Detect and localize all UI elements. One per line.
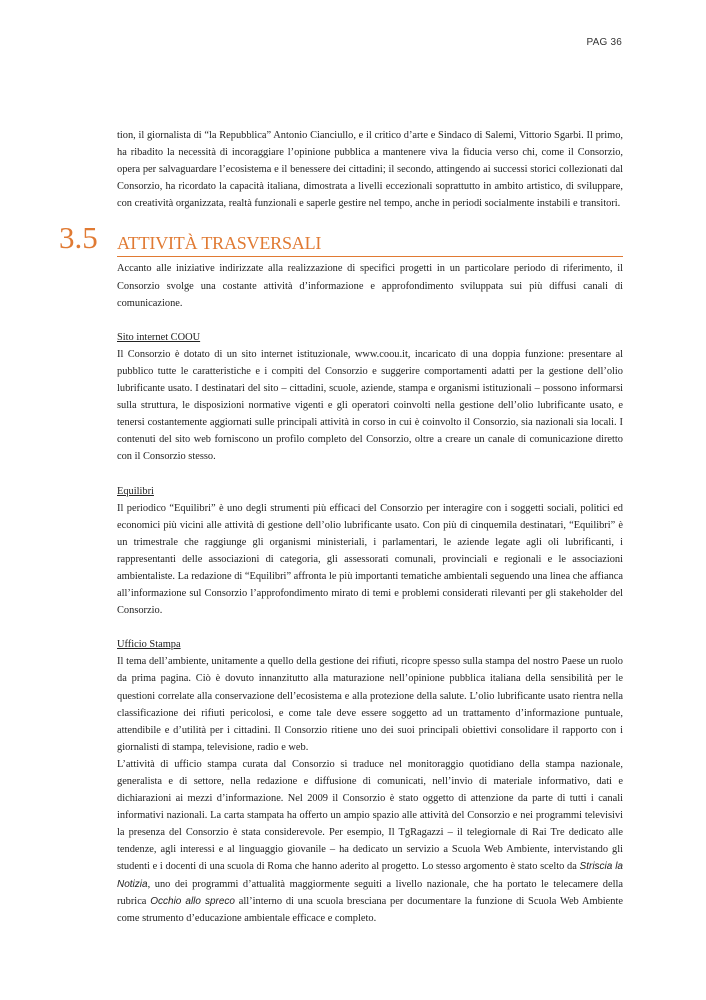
page-content bbox=[59, 127, 623, 927]
subsection-heading-sito: Sito internet COOU bbox=[117, 331, 201, 343]
section-header bbox=[59, 220, 623, 260]
intro-paragraph: tion, il giornalista di “la Repubblica” Antonio Cianciullo, e il critico d’arte e Sindaco di Salemi, Vittorio Sgarbi. Il primo, ha ribadito la necessità di incoraggiare l’opinione pubblica a mantenere viva la fiducia verso chi, come il Consorzio, opera per salvaguardare l’ecosistema e il benessere dei cittadini; il secondo, attingendo ai successi storici collezionati dal Consorzio, ha ricordato la capacità italiana, dimostrata a livelli eccezionali soprattutto in ambito artistico, di sviluppare, con creatività organizzata, realtà funzionali e saperle gestire nel tempo, anche in periodi socialmente instabili e transitori. bbox=[117, 130, 623, 210]
section-number: 3.5 bbox=[59, 220, 98, 256]
section-lead-paragraph: Accanto alle iniziative indirizzate alla realizzazione di specifici progetti in un particolare periodo di riferimento, il Consorzio svolge una costante attività d’informazione e approfondimento sviluppata sui più diffusi canali di comunicazione. bbox=[117, 263, 623, 309]
paragraph-2-part-a: L’attività di ufficio stampa curata dal Consorzio si traduce nel monitoraggio quotidiano della stampa nazionale, generalista e di settore, nella redazione e diffusione di comunicati, nell’invio di materiale informativo, dati e dichiarazioni ai mezzi d’informazione. Nel 2009 il Consorzio è stato oggetto di attenzione da parte di tutti i canali informativi nazionali. La carta stampata ha offerto un ampio spazio alle attività del Consorzio e nei programmi televisivi la presenza del Consorzio è stata considerevole. Per esempio, Il TgRagazzi – il telegiornale di Rai Tre dedicato alle tendenze, agli interessi e al linguaggio giovanile – ha dedicato un servizio a Scuola Web Ambiente, intervistando gli studenti e i docenti di una scuola di Roma che hanno aderito al progetto. Lo stesso argomento è stato scelto da bbox=[117, 758, 623, 873]
paragraph-2-part-c: all’interno di una scuola bresciana per documentare la funzione di Scuola Web Ambiente come strumento d’educazione ambientale efficace e completo. bbox=[117, 895, 623, 924]
subsection-heading-equilibri: Equilibri bbox=[117, 485, 154, 497]
ufficio-stampa-paragraph-1: Il tema dell’ambiente, unitamente a quello della gestione dei rifiuti, ricopre spesso sulla stampa del nostro Paese un ruolo da prima pagina. Ciò è dovuto innanzitutto alla maturazione nell’opinione pubblica italiana della sensibilità per le questioni correlate alla conservazione dell’ecosistema e alla protezione della salute. L’olio lubrificante usato rientra nella classificazione dei rifiuti pericolosi, e come tale deve essere soggetto ad un trattamento d’informazione puntuale, attendibile e d’utilità per i cittadini. Il Consorzio ritiene uno dei suoi principali obiettivi consolidare il rapporto con i giornalisti di stampa, televisione, radio e web. bbox=[117, 656, 623, 753]
program-title-striscia: Striscia la Notizia bbox=[117, 861, 623, 890]
subsection-body-sito: Il Consorzio è dotato di un sito internet istituzionale, www.coou.it, incaricato di una doppia funzione: presentare al pubblico tutte le caratteristiche e i compiti del Consorzio e suggerire comportamenti adatti per la gestione dell’olio lubrificante usato. I destinatari del sito – cittadini, scuole, aziende, stampa e organismi istituzionali – possono informarsi sulla struttura, le disposizioni normative vigenti e gli operatori coinvolti nella gestione dell’olio lubrificante usato, e tenersi costantemente aggiornati sulle principali attività in corso in cui è coinvolto il Consorzio, sia nazionali sia locali. I contenuti del sito web forniscono un profilo completo del Consorzio, oltre a creare un canale di comunicazione diretto con il Consorzio stesso. bbox=[117, 348, 623, 463]
page-number: PAG 36 bbox=[586, 37, 622, 48]
subsection-body-equilibri: Il periodico “Equilibri” è uno degli strumenti più efficaci del Consorzio per interagire con i soggetti sociali, politici ed economici più vicini alle attività di gestione dell’olio lubrificante usato. Con più di cinquemila destinatari, “Equilibri” è un trimestrale che raggiunge gli organismi ministeriali, i parlamentari, le aziende legate agli oli lubrificanti, i rappresentanti delle associazioni di categoria, gli assessorati comunali, provinciali e regionali e le associazioni ambientaliste. La redazione di “Equilibri” affronta le più importanti tematiche ambientali seguendo una linea che affianca all’informazione sul Consorzio l’approfondimento mirato di temi e problemi considerati rilevanti per gli stakeholder del Consorzio. bbox=[117, 502, 623, 617]
ufficio-stampa-paragraph-2 bbox=[117, 756, 623, 927]
section-divider bbox=[117, 256, 623, 257]
paragraph-2-part-b: , uno dei programmi d’attualità maggiormente seguiti a livello nazionale, che ha portato le telecamere della rubrica bbox=[117, 878, 623, 907]
program-title-occhio: Occhio allo spreco bbox=[150, 895, 235, 907]
subsection-heading-ufficio-stampa: Ufficio Stampa bbox=[117, 639, 181, 651]
section-title: ATTIVITÀ TRASVERSALI bbox=[117, 233, 322, 254]
